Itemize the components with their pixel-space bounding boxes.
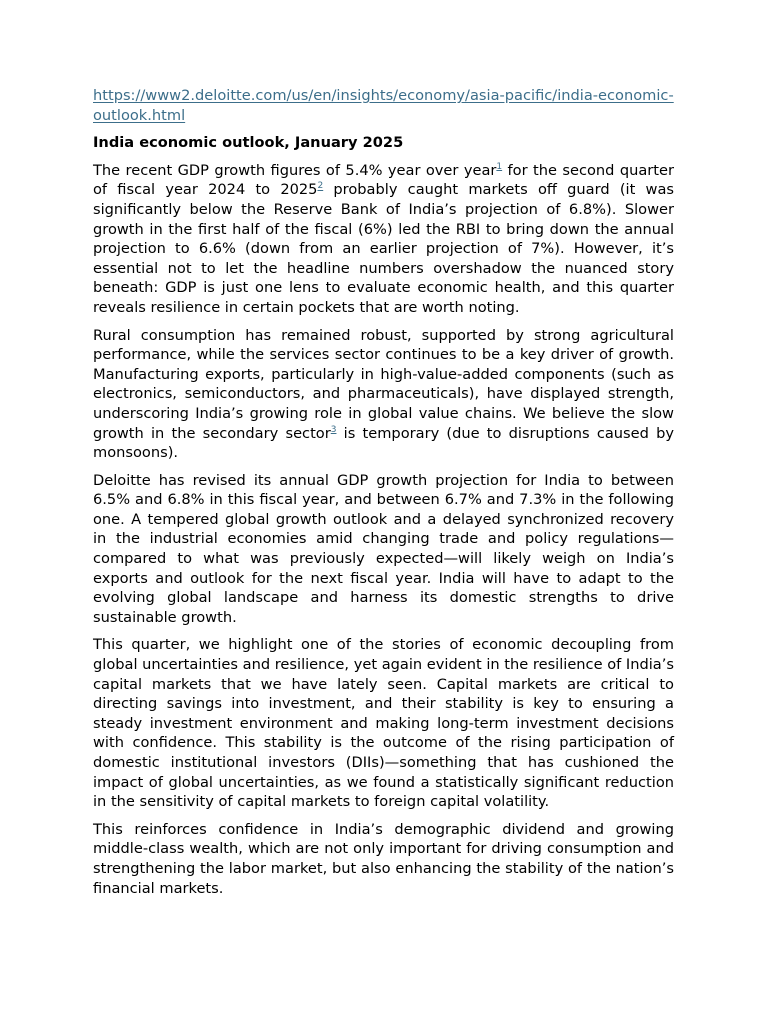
paragraph-text: for the second quarter of fiscal year 2024 to 2025 xyxy=(93,161,674,199)
paragraph-text: is temporary (due to disruptions caused by monsoons). xyxy=(93,424,674,462)
document-title: India economic outlook, January 2025 xyxy=(93,134,404,152)
paragraph-demographic-dividend: This reinforces confidence in India’s demographic dividend and growing middle-class wealth, which are not only important for driving consumption and strengthening the labor market, but also enhancing the stability of the nation’s financial markets. xyxy=(93,820,674,897)
paragraph-text: probably caught markets off guard (it was significantly below the Reserve Bank of India’s projection of 6.8%). Slower growth in the first half of the fiscal (6%) led the RBI to bring down the annual projection to 6.6% (down from an earlier projection of 7%). However, it’s essential not to let the headline numbers overshadow the nuanced story beneath: GDP is just one lens to evaluate economic health, and this quarter reveals resilience in certain pockets that are worth noting. xyxy=(93,181,674,316)
paragraph-capital-markets: This quarter, we highlight one of the stories of economic decoupling from global uncertainties and resilience, yet again evident in the resilience of India’s capital markets that we have lately seen. Capital markets are critical to directing savings into investment, and their stability is key to ensuring a steady investment environment and making long-term investment decisions with confidence. This stability is the outcome of the rising participation of domestic institutional investors (DIIs)—something that has cushioned the impact of global uncertainties, as we found a statistically significant reduction in the sensitivity of capital markets to foreign capital volatility. xyxy=(93,636,674,811)
footnote-ref-1[interactable]: 1 xyxy=(496,161,503,172)
paragraph-text: The recent GDP growth figures of 5.4% year over year xyxy=(93,161,497,179)
source-url-link[interactable]: https://www2.deloitte.com/us/en/insights/economy/asia-pacific/india-economic-outlook.html xyxy=(93,87,674,124)
paragraph-rural-consumption xyxy=(93,326,674,463)
paragraph-gdp-growth xyxy=(93,161,674,318)
paragraph-text: Rural consumption has remained robust, supported by strong agricultural performance, while the services sector continues to be a key driver of growth. Manufacturing exports, particularly in high-value-added components (such as electronics, semiconductors, and pharmaceuticals), have displayed strength, underscoring India’s growing role in global value chains. We believe the slow growth in the secondary sector xyxy=(93,326,674,442)
paragraph-deloitte-projection: Deloitte has revised its annual GDP growth projection for India to between 6.5% and 6.8% in this fiscal year, and between 6.7% and 7.3% in the following one. A tempered global growth outlook and a delayed synchronized recovery in the industrial economies amid changing trade and policy regulations—compared to what was previously expected—will likely weigh on India’s exports and outlook for the next fiscal year. India will have to adapt to the evolving global landscape and harness its domestic strengths to drive sustainable growth. xyxy=(93,471,674,626)
footnote-ref-2[interactable]: 2 xyxy=(317,181,324,192)
footnote-ref-3[interactable]: 3 xyxy=(330,424,337,435)
